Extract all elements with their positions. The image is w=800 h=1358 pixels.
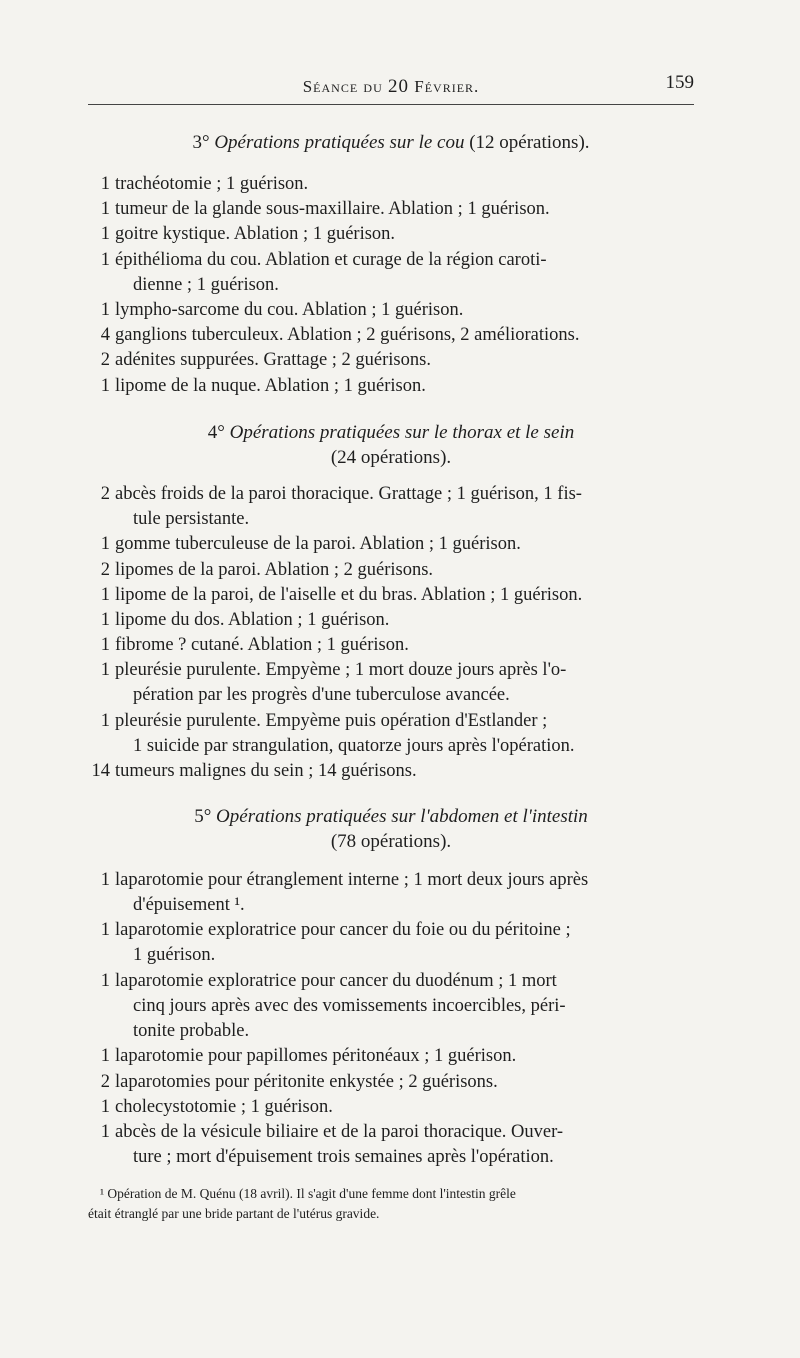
item-text-line: cinq jours après avec des vomissements incoercibles, péri- [133,995,566,1016]
item-text-line: fibrome ? cutané. Ablation ; 1 guérison. [115,635,409,656]
item-text [115,558,695,583]
item-count: 4 [100,325,110,346]
item-count: 1 [100,584,110,605]
item-text-line: trachéotomie ; 1 guérison. [115,174,309,194]
item-count: 1 [100,375,110,396]
item-text-line: lympho-sarcome du cou. Ablation ; 1 guérison. [115,300,464,320]
header-title-date: 20 [388,76,409,97]
header-title-part: Séance du [302,77,388,96]
section-heading: Opérations pratiquées sur le cou [214,132,465,153]
section-number: 3° [192,132,215,153]
item-count: 1 [100,1096,110,1117]
item-text-line: ganglions tuberculeux. Ablation ; 2 guérisons, 2 améliorations. [115,325,580,346]
item-text-line: lipome de la paroi, de l'aiselle et du bras. Ablation ; 1 guérison. [115,584,583,605]
item-text [115,633,695,658]
item-text [115,248,695,298]
section-heading: Opérations pratiquées sur l'abdomen et l'intestin [216,806,588,827]
item-text-line: laparotomies pour péritonite enkystée ; 2 guérisons. [115,1071,498,1092]
item-count: 2 [100,1071,110,1092]
footnote [88,1184,694,1224]
footnote-line: était étranglé par une bride partant de l'utérus gravide. [88,1206,380,1221]
footnote-line: ¹ Opération de M. Quénu (18 avril). Il s'agit d'une femme dont l'intestin grêle [100,1186,516,1201]
item-text [115,1120,695,1170]
item-text [115,197,695,222]
item-text [115,918,695,968]
item-text [115,658,695,708]
item-text-line: laparotomie exploratrice pour cancer du duodénum ; 1 mort [115,970,557,991]
item-count: 1 [100,920,110,941]
item-count: 1 [100,970,110,991]
item-text-line: adénites suppurées. Grattage ; 2 guérisons. [115,350,431,371]
item-text-line: gomme tuberculeuse de la paroi. Ablation ; 1 guérison. [115,534,521,555]
section-count: (24 opérations). [330,447,452,468]
item-text-line: lipomes de la paroi. Ablation ; 2 guérisons. [115,559,434,580]
item-text-line: épithélioma du cou. Ablation et curage de la région caroti- [115,249,547,270]
item-count: 2 [100,559,110,580]
item-count: 2 [100,484,110,504]
item-count: 1 [100,224,110,245]
item-text [115,868,695,918]
item-text-line: 1 guérison. [133,945,216,966]
item-count: 1 [100,534,110,555]
item-text-line: lipome de la nuque. Ablation ; 1 guérison. [115,375,426,396]
item-text-line: abcès froids de la paroi thoracique. Grattage ; 1 guérison, 1 fis- [115,484,582,504]
header-title [88,76,694,98]
item-count: 1 [100,1046,110,1067]
item-text [115,298,695,323]
item-text [115,222,695,247]
section-count: (78 opérations). [330,831,452,852]
item-text-line: tonite probable. [133,1020,250,1041]
item-text [115,759,695,784]
item-text [115,532,695,557]
item-text-line: tule persistante. [133,509,250,529]
item-text [115,969,695,1044]
item-text [115,709,695,759]
item-text-line: abcès de la vésicule biliaire et de la paroi thoracique. Ouver- [115,1122,564,1142]
item-text-line: lipome du dos. Ablation ; 1 guérison. [115,610,390,630]
section-title [88,420,694,470]
section-title [88,804,694,854]
item-text-line: laparotomie exploratrice pour cancer du foie ou du péritoine ; [115,920,571,941]
item-text-line: 1 suicide par strangulation, quatorze jours après l'opération. [133,735,575,756]
item-text-line: pération par les progrès d'une tuberculose avancée. [133,685,510,706]
item-text-line: laparotomie pour étranglement interne ; 1 mort deux jours après [115,870,589,890]
item-text [115,583,695,608]
item-text-line: cholecystotomie ; 1 guérison. [115,1096,333,1117]
header-rule [88,104,694,105]
section-count: (12 opérations). [469,132,590,153]
item-text-line: tumeurs malignes du sein ; 14 guérisons. [115,761,417,782]
item-count: 1 [100,710,110,731]
item-count: 1 [100,660,110,681]
item-text [115,374,695,399]
header-title-part: Février. [409,77,480,96]
item-text-line: goitre kystique. Ablation ; 1 guérison. [115,224,396,245]
item-text-line: tumeur de la glande sous-maxillaire. Ablation ; 1 guérison. [115,199,550,220]
item-count: 1 [100,635,110,656]
item-count: 1 [100,610,110,630]
item-text-line: dienne ; 1 guérison. [133,274,279,295]
item-count: 1 [100,174,110,194]
item-text [115,1044,695,1069]
section-title [88,130,694,155]
page-number: 159 [665,72,694,93]
item-count: 1 [100,1122,110,1142]
item-text-line: ture ; mort d'épuisement trois semaines après l'opération. [133,1147,554,1167]
section-number: 5° [194,806,217,827]
section-heading: Opérations pratiquées sur le thorax et le sein [229,422,575,443]
item-text-line: pleurésie purulente. Empyème puis opération d'Estlander ; [115,710,548,731]
item-count: 1 [100,249,110,270]
section-number: 4° [207,422,230,443]
item-count: 1 [100,870,110,890]
item-text [115,348,695,373]
item-text [115,172,695,197]
item-count: 1 [100,199,110,220]
item-text-line: laparotomie pour papillomes péritonéaux ; 1 guérison. [115,1046,517,1067]
running-header [88,72,694,100]
item-count: 2 [100,350,110,371]
item-text [115,1070,695,1095]
item-text [115,323,695,348]
item-text [115,608,695,633]
item-text [115,1095,695,1120]
item-count: 1 [100,300,110,320]
item-count: 14 [91,761,110,782]
item-text-line: d'épuisement ¹. [133,895,245,915]
item-text-line: pleurésie purulente. Empyème ; 1 mort douze jours après l'o- [115,660,567,681]
item-text [115,482,695,532]
